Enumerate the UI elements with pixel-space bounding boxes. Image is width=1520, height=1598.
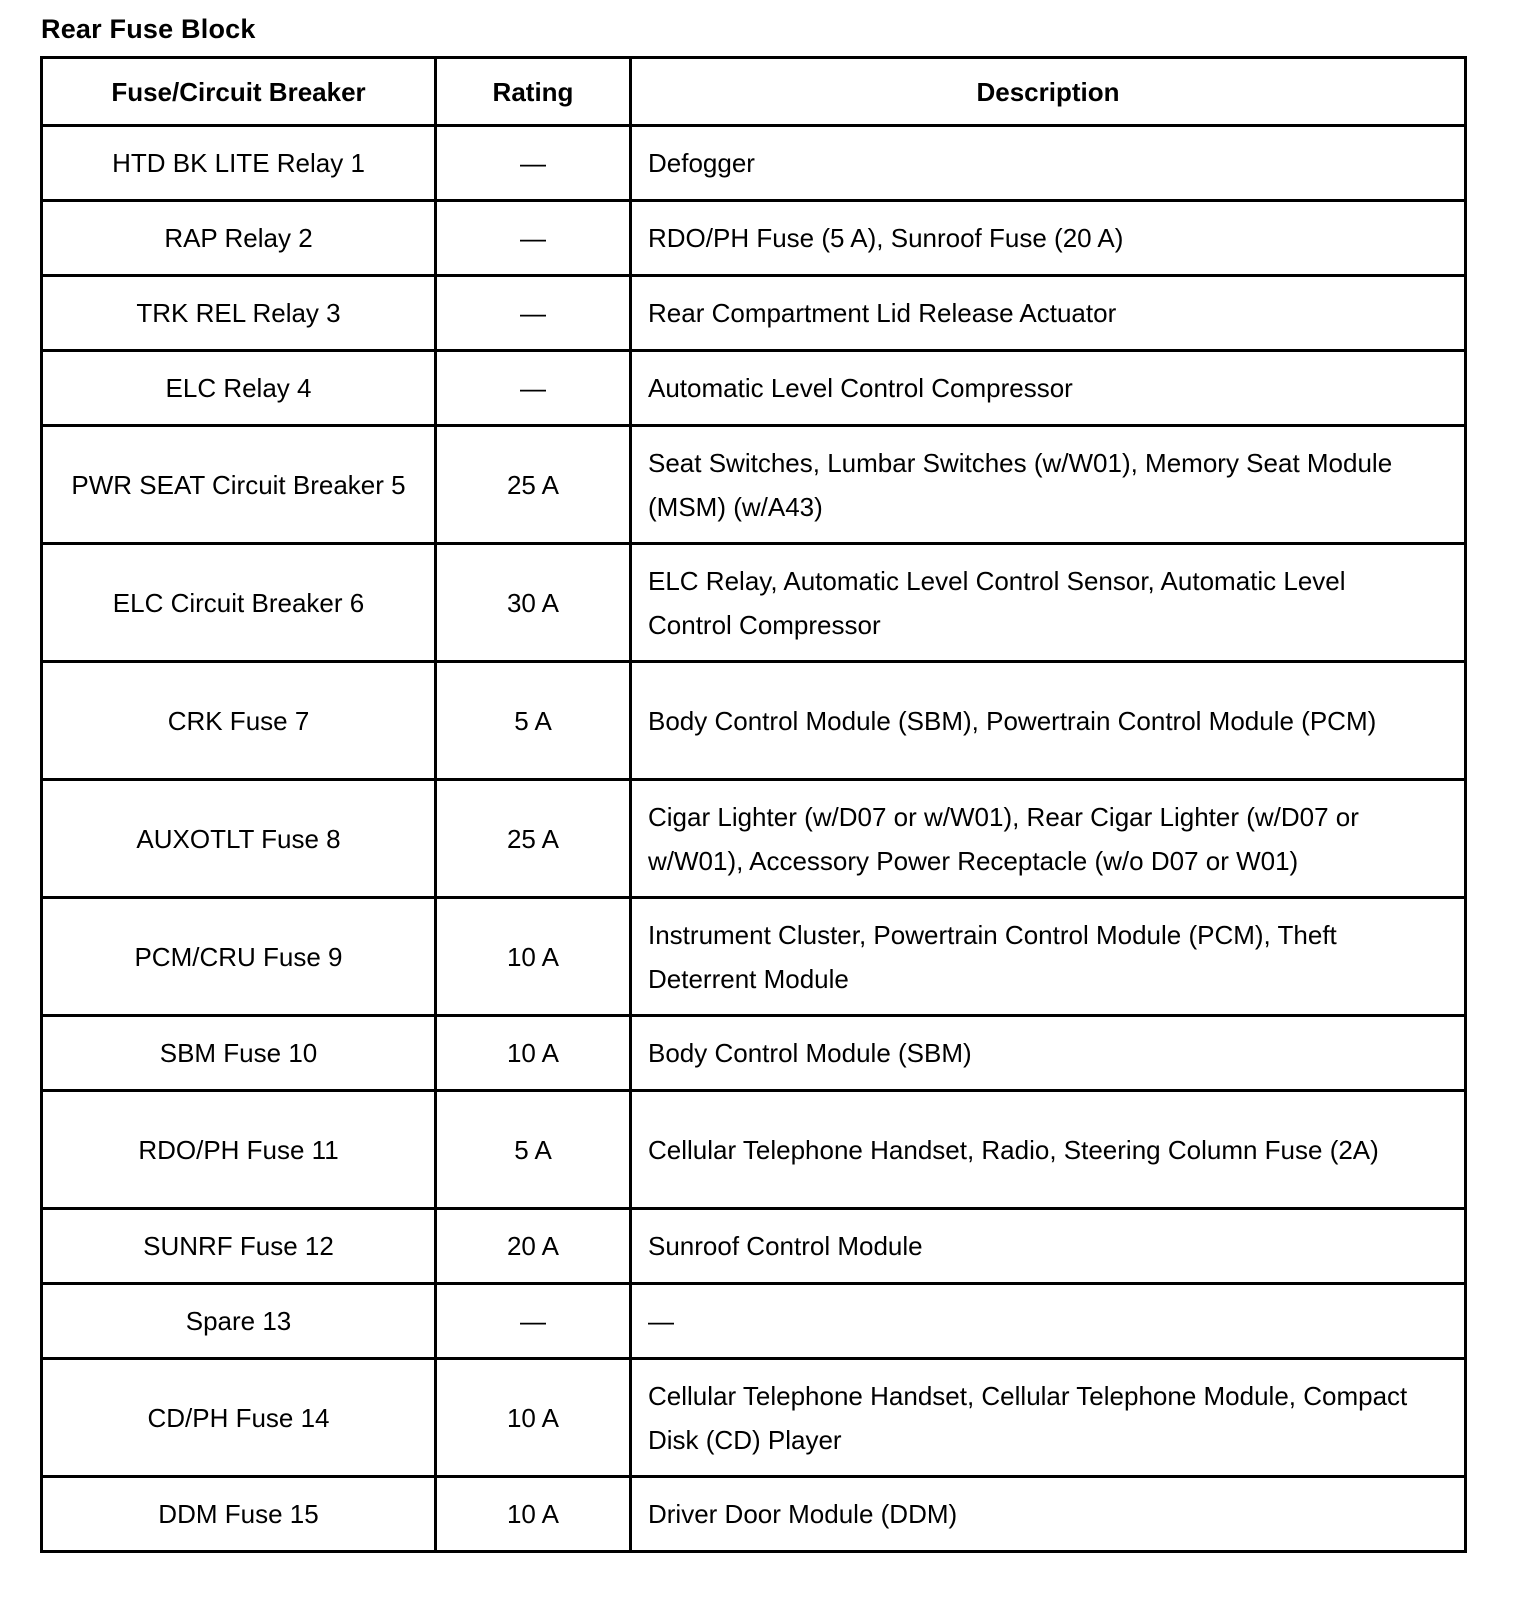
rating-cell: — [436,1284,631,1359]
description-cell: — [631,1284,1466,1359]
fuse-cell: RDO/PH Fuse 11 [42,1091,436,1209]
fuse-cell: HTD BK LITE Relay 1 [42,126,436,201]
fuse-cell: RAP Relay 2 [42,201,436,276]
rating-cell: — [436,126,631,201]
fuse-column-header: Fuse/Circuit Breaker [42,58,436,126]
rating-cell: 10 A [436,1477,631,1552]
fuse-cell: PWR SEAT Circuit Breaker 5 [42,426,436,544]
description-cell: Sunroof Control Module [631,1209,1466,1284]
table-row [42,898,1466,1016]
table-row [42,126,1466,201]
description-cell: Defogger [631,126,1466,201]
description-cell: Body Control Module (SBM), Powertrain Control Module (PCM) [631,662,1466,780]
rating-cell: 10 A [436,1359,631,1477]
fuse-cell: SUNRF Fuse 12 [42,1209,436,1284]
rating-cell: 20 A [436,1209,631,1284]
rating-column-header: Rating [436,58,631,126]
fuse-cell: ELC Circuit Breaker 6 [42,544,436,662]
table-row [42,1016,1466,1091]
table-row [42,426,1466,544]
rating-cell: 25 A [436,426,631,544]
fuse-cell: AUXOTLT Fuse 8 [42,780,436,898]
description-cell: Cellular Telephone Handset, Cellular Telephone Module, Compact Disk (CD) Player [631,1359,1466,1477]
fuse-table [40,56,1467,1553]
table-row [42,662,1466,780]
description-cell: Rear Compartment Lid Release Actuator [631,276,1466,351]
description-cell: Driver Door Module (DDM) [631,1477,1466,1552]
description-cell: Cigar Lighter (w/D07 or w/W01), Rear Cigar Lighter (w/D07 or w/W01), Accessory Power Receptacle (w/o D07 or W01) [631,780,1466,898]
rating-cell: — [436,201,631,276]
table-row [42,1091,1466,1209]
header-row [42,58,1466,126]
table-row [42,1209,1466,1284]
rating-cell: 10 A [436,1016,631,1091]
description-cell: Body Control Module (SBM) [631,1016,1466,1091]
table-row [42,780,1466,898]
rating-cell: — [436,351,631,426]
fuse-cell: PCM/CRU Fuse 9 [42,898,436,1016]
rating-cell: 25 A [436,780,631,898]
fuse-cell: CRK Fuse 7 [42,662,436,780]
table-row [42,544,1466,662]
description-cell: RDO/PH Fuse (5 A), Sunroof Fuse (20 A) [631,201,1466,276]
description-cell: Cellular Telephone Handset, Radio, Steering Column Fuse (2A) [631,1091,1466,1209]
rating-cell: 30 A [436,544,631,662]
table-row [42,276,1466,351]
rating-cell: 5 A [436,1091,631,1209]
table-row [42,1477,1466,1552]
page-title: Rear Fuse Block [41,14,256,44]
fuse-cell: ELC Relay 4 [42,351,436,426]
description-column-header: Description [631,58,1466,126]
fuse-cell: DDM Fuse 15 [42,1477,436,1552]
fuse-cell: CD/PH Fuse 14 [42,1359,436,1477]
rating-cell: — [436,276,631,351]
table-row [42,351,1466,426]
fuse-cell: SBM Fuse 10 [42,1016,436,1091]
description-cell: Instrument Cluster, Powertrain Control Module (PCM), Theft Deterrent Module [631,898,1466,1016]
description-cell: ELC Relay, Automatic Level Control Sensor, Automatic Level Control Compressor [631,544,1466,662]
description-cell: Automatic Level Control Compressor [631,351,1466,426]
table-row [42,201,1466,276]
description-cell: Seat Switches, Lumbar Switches (w/W01), Memory Seat Module (MSM) (w/A43) [631,426,1466,544]
fuse-cell: TRK REL Relay 3 [42,276,436,351]
table-row [42,1359,1466,1477]
rating-cell: 5 A [436,662,631,780]
table-row [42,1284,1466,1359]
rating-cell: 10 A [436,898,631,1016]
fuse-cell: Spare 13 [42,1284,436,1359]
